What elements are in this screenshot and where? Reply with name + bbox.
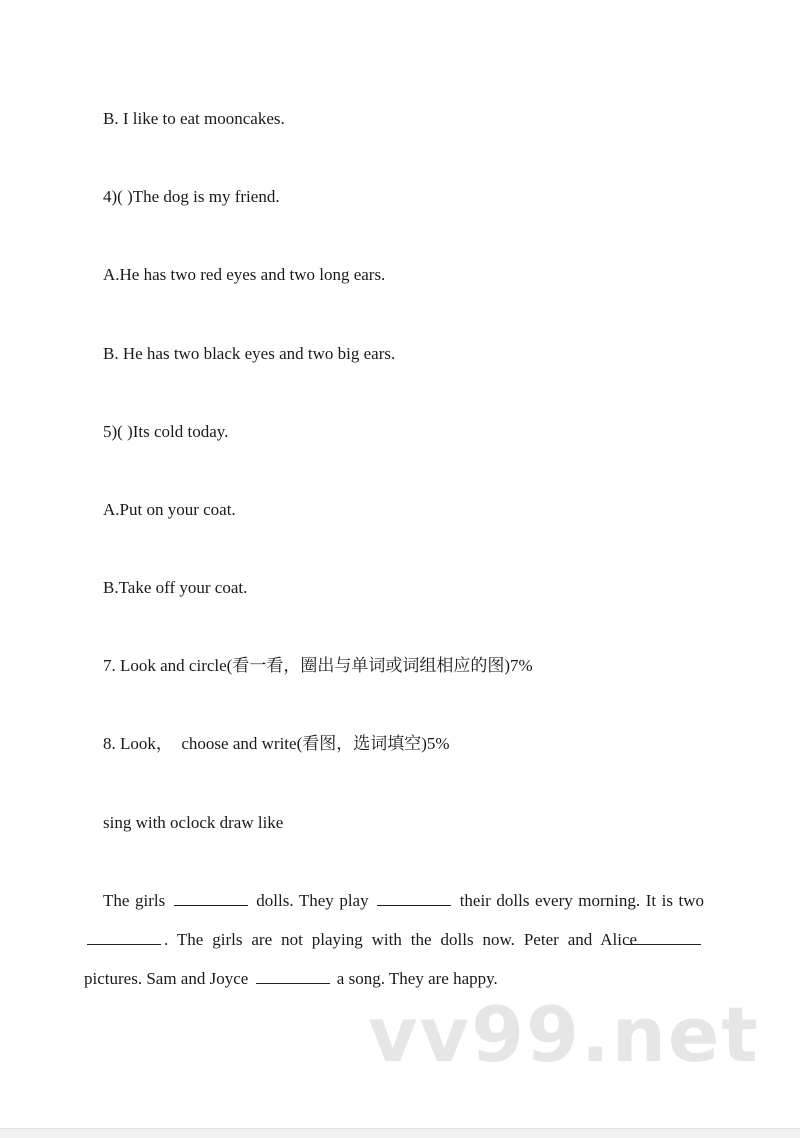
- option-b-mooncakes: B. I like to eat mooncakes.: [103, 109, 285, 128]
- section-8-heading: 8. Look， choose and write(看图，选词填空)5%: [103, 734, 450, 753]
- answer-blank-3[interactable]: [87, 930, 161, 945]
- passage-text: . The girls are not playing with the dolls now. Peter and Alice: [164, 930, 638, 949]
- passage-text: pictures. Sam and Joyce: [84, 969, 249, 988]
- option-a-put-on-coat: A.Put on your coat.: [103, 500, 236, 519]
- answer-blank-5[interactable]: [256, 969, 330, 984]
- watermark-logo: vv99.net: [368, 990, 760, 1079]
- option-a-red-eyes: A.He has two red eyes and two long ears.: [103, 265, 386, 284]
- passage-text: dolls. They play: [256, 891, 369, 910]
- passage-text: a song. They are happy.: [336, 969, 498, 988]
- section-7-heading: 7. Look and circle(看一看，圈出与单词或词组相应的图)7%: [103, 656, 533, 675]
- option-b-black-eyes: B. He has two black eyes and two big ears.: [103, 344, 396, 363]
- passage-text: The girls: [103, 891, 166, 910]
- word-bank: sing with oclock draw like: [103, 813, 284, 832]
- fill-in-passage: [84, 881, 704, 998]
- question-5: 5)( )Its cold today.: [103, 422, 229, 441]
- option-b-take-off-coat: B.Take off your coat.: [103, 578, 248, 597]
- passage-text: their dolls every morning. It is two: [459, 891, 705, 910]
- answer-blank-4[interactable]: [627, 930, 701, 945]
- answer-blank-2[interactable]: [377, 891, 451, 906]
- answer-blank-1[interactable]: [174, 891, 248, 906]
- question-4: 4)( )The dog is my friend.: [103, 187, 280, 206]
